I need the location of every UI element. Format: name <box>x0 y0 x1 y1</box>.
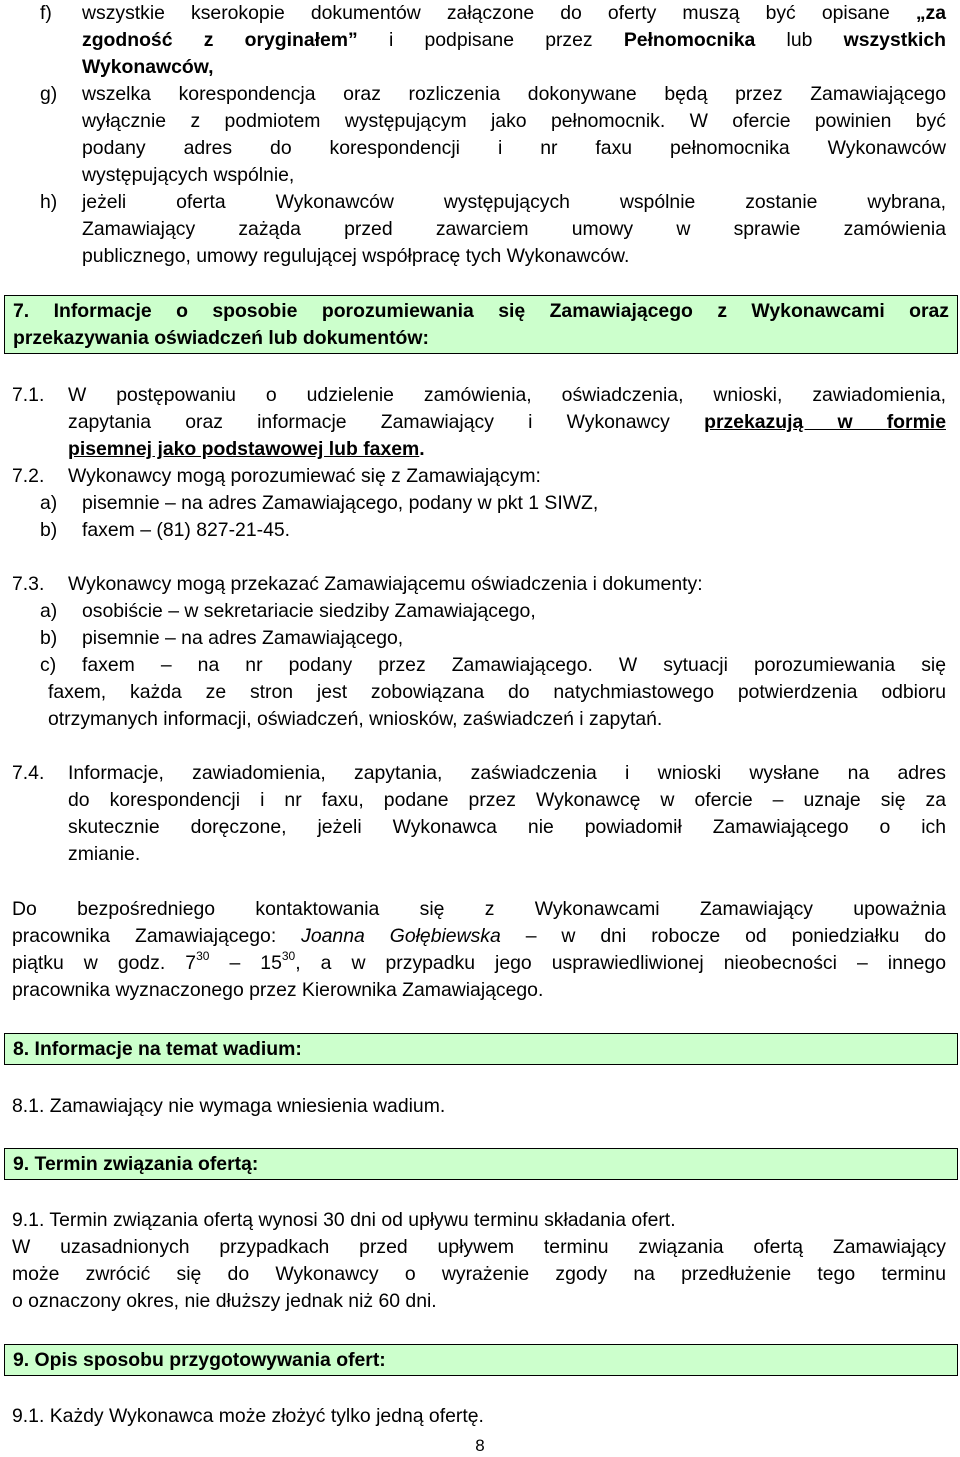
item-g-line-2: wyłącznie z podmiotem występującym jako pełnomocnik. W ofercie powinien być <box>82 110 946 132</box>
section-7-heading-box <box>4 295 958 354</box>
para-7-2-b-text: faxem – (81) 827-21-45. <box>82 519 291 541</box>
contact-line-3: piątku w godz. $7^{30} - 15^{30}$, a w przypadku jego usprawiedliwionej nieobecności – innego <box>12 949 946 974</box>
item-g-label: g) <box>40 83 58 105</box>
para-7-3-c-label: c) <box>40 654 57 676</box>
section-7-title-line-1: 7. Informacje o sposobie porozumiewania się Zamawiającego z Wykonawcami oraz <box>13 300 949 322</box>
item-f-label: f) <box>40 2 52 24</box>
section-9-offers-title: 9. Opis sposobu przygotowywania ofert: <box>13 1349 386 1371</box>
para-9-term-line-2: W uzasadnionych przypadkach przed upływem terminu związania ofertą Zamawiający <box>12 1236 946 1258</box>
item-h-line-2: Zamawiający zażąda przed zawarciem umowy w sprawie zamówienia <box>82 218 946 240</box>
item-f-line-1: wszystkie kserokopie dokumentów załączone do oferty muszą być opisane „za <box>82 2 946 24</box>
para-7-2-b-label: b) <box>40 519 58 541</box>
para-7-3-number: 7.3. <box>12 573 45 595</box>
para-7-4-line-3: skutecznie doręczone, jeżeli Wykonawca nie powiadomił Zamawiającego o ich <box>68 816 946 838</box>
para-9-term-line-4: o oznaczony okres, nie dłuższy jednak niż 60 dni. <box>12 1290 437 1312</box>
section-7-title-line-2: przekazywania oświadczeń lub dokumentów: <box>13 327 429 349</box>
para-7-2-number: 7.2. <box>12 465 45 487</box>
item-g-line-4: występujących wspólnie, <box>82 164 295 186</box>
para-7-4-line-1: Informacje, zawiadomienia, zapytania, zaświadczenia i wnioski wysłane na adres <box>68 762 946 784</box>
section-8-title: 8. Informacje na temat wadium: <box>13 1038 302 1060</box>
section-8-heading-box <box>4 1033 958 1065</box>
item-f-line-2: zgodność z oryginałem” i podpisane przez Pełnomocnika lub wszystkich <box>82 29 947 51</box>
para-9-term-line-3: może zwrócić się do Wykonawcy o wyrażenie zgody na przedłużenie tego terminu <box>12 1263 946 1285</box>
para-7-1-line-1: W postępowaniu o udzielenie zamówienia, oświadczenia, wnioski, zawiadomienia, <box>68 384 946 406</box>
para-7-1-line-3: pisemnej jako podstawowej lub faxem. <box>68 438 425 460</box>
para-7-4-line-2: do korespondencji i nr faxu, podane przez Wykonawcę w ofercie – uznaje się za <box>68 789 946 811</box>
para-7-3-c-line-3: otrzymanych informacji, oświadczeń, wniosków, zaświadczeń i zapytań. <box>48 708 663 730</box>
para-7-2-line-1: Wykonawcy mogą porozumiewać się z Zamawiającym: <box>68 465 541 487</box>
para-7-2-a-text: pisemnie – na adres Zamawiającego, podany w pkt 1 SIWZ, <box>82 492 599 514</box>
para-7-2-a-label: a) <box>40 492 58 514</box>
para-7-1-number: 7.1. <box>12 384 45 406</box>
contact-person-name: Joanna Gołębiewska <box>301 925 501 947</box>
contact-line-4: pracownika wyznaczonego przez Kierownika Zamawiającego. <box>12 979 544 1001</box>
contact-line-1: Do bezpośredniego kontaktowania się z Wykonawcami Zamawiający upoważnia <box>12 898 946 920</box>
para-7-1-line-2: zapytania oraz informacje Zamawiający i Wykonawcy przekazują w formie <box>68 411 946 433</box>
para-7-3-line-1: Wykonawcy mogą przekazać Zamawiającemu oświadczenia i dokumenty: <box>68 573 703 595</box>
para-7-3-a-label: a) <box>40 600 58 622</box>
para-7-4-line-4: zmianie. <box>68 843 141 865</box>
para-7-3-a-text: osobiście – w sekretariacie siedziby Zamawiającego, <box>82 600 536 622</box>
item-g-line-1: wszelka korespondencja oraz rozliczenia dokonywane będą przez Zamawiającego <box>82 83 946 105</box>
contact-line-2: pracownika Zamawiającego: Joanna Gołębiewska – w dni robocze od poniedziałku do <box>12 925 946 947</box>
page-number: 8 <box>475 1436 485 1455</box>
item-h-line-1: jeżeli oferta Wykonawców występujących wspólnie zostanie wybrana, <box>82 191 946 213</box>
section-9-term-title: 9. Termin związania ofertą: <box>13 1153 259 1175</box>
item-h-label: h) <box>40 191 58 213</box>
para-7-3-b-text: pisemnie – na adres Zamawiającego, <box>82 627 404 649</box>
item-g-line-3: podany adres do korespondencji i nr faxu pełnomocnika Wykonawców <box>82 137 946 159</box>
item-f-line-3: Wykonawców, <box>82 56 214 78</box>
item-h-line-3: publicznego, umowy regulującej współpracę tych Wykonawców. <box>82 245 630 267</box>
para-7-3-b-label: b) <box>40 627 58 649</box>
para-8-1: 8.1. Zamawiający nie wymaga wniesienia wadium. <box>12 1095 446 1117</box>
para-7-3-c-line-2: faxem, każda ze stron jest zobowiązana do natychmiastowego potwierdzenia odbioru <box>48 681 946 703</box>
section-9-term-heading-box <box>4 1148 958 1180</box>
para-9-1-offers: 9.1. Każdy Wykonawca może złożyć tylko jedną ofertę. <box>12 1405 484 1427</box>
para-7-3-c-line-1: faxem – na nr podany przez Zamawiającego. W sytuacji porozumiewania się <box>82 654 946 676</box>
para-7-4-number: 7.4. <box>12 762 45 784</box>
para-9-1-term: 9.1. Termin związania ofertą wynosi 30 dni od upływu terminu składania ofert. <box>12 1209 676 1231</box>
section-9-offers-heading-box <box>4 1344 958 1376</box>
